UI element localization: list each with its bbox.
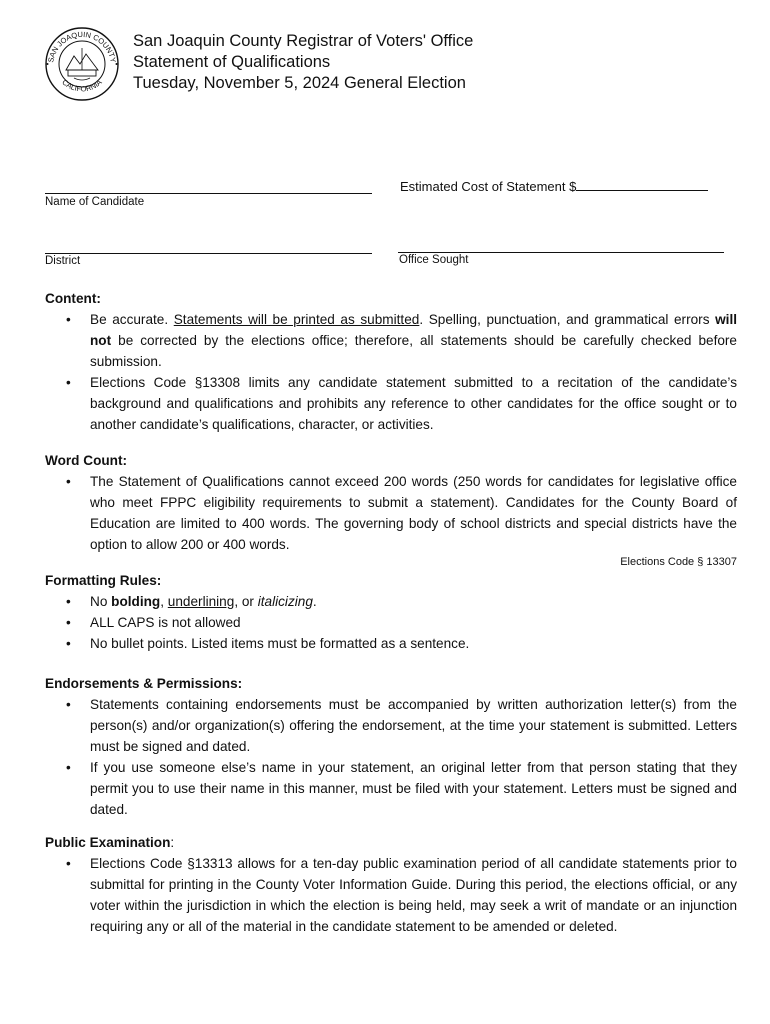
public-examination-heading: Public Examination: bbox=[45, 835, 175, 850]
candidate-name-field[interactable] bbox=[45, 193, 372, 194]
endorsements-heading: Endorsements & Permissions: bbox=[45, 676, 243, 691]
county-seal-logo bbox=[44, 26, 120, 102]
elections-code-citation: Elections Code § 13307 bbox=[620, 556, 737, 568]
document-header bbox=[133, 31, 473, 94]
content-section bbox=[45, 288, 737, 435]
estimated-cost-label: Estimated Cost of Statement $ bbox=[400, 179, 577, 194]
candidate-name-label: Name of Candidate bbox=[45, 196, 145, 208]
list-item: • No bullet points. Listed items must be formatted as a sentence. bbox=[45, 633, 737, 654]
list-item: • If you use someone else’s name in your statement, an original letter from that person stating that they permit you to use their name in this manner, must be filed with your statement. Letters must be signed and dated. bbox=[45, 757, 737, 820]
endorsements-section bbox=[45, 673, 737, 820]
content-heading: Content: bbox=[45, 291, 101, 306]
office-sought-label: Office Sought bbox=[399, 254, 469, 266]
list-item: • ALL CAPS is not allowed bbox=[45, 612, 737, 633]
district-field[interactable] bbox=[45, 253, 372, 254]
formatting-section bbox=[45, 570, 737, 654]
document-title: Statement of Qualifications bbox=[133, 53, 331, 71]
seal-bottom-text: CALIFORNIA bbox=[60, 77, 104, 94]
word-count-section bbox=[45, 450, 737, 570]
formatting-heading: Formatting Rules: bbox=[45, 573, 162, 588]
estimated-cost-field[interactable] bbox=[400, 178, 708, 194]
list-item: • Be accurate. Statements will be printed as submitted. Spelling, punctuation, and grammatical errors will not be corrected by the elections office; therefore, all statements should be carefully checked before submission. bbox=[45, 309, 737, 372]
list-item: • Statements containing endorsements must be accompanied by written authorization letter(s) from the person(s) and/or organization(s) offering the endorsement, at the time your statement is submitted. Letters must be signed and dated. bbox=[45, 694, 737, 757]
word-count-heading: Word Count: bbox=[45, 453, 128, 468]
office-sought-field[interactable] bbox=[398, 252, 724, 253]
estimated-cost-blank[interactable] bbox=[576, 178, 708, 191]
list-item: • The Statement of Qualifications cannot exceed 200 words (250 words for candidates for legislative office who meet FPPC eligibility requirements to submit a statement). Candidates for the County Board of Education are limited to 400 words. The governing body of school districts and special districts have the option to allow 200 or 400 words. bbox=[45, 471, 737, 555]
list-item: • Elections Code §13313 allows for a ten-day public examination period of all candidate statements prior to submittal for printing in the County Voter Information Guide. During this period, the elections official, or any voter within the jurisdiction in which the election is being held, may seek a writ of mandate or an injunction requiring any or all of the material in the candidate statement to be amended or deleted. bbox=[45, 853, 737, 937]
seal-top-text: SAN JOAQUIN COUNTY bbox=[46, 29, 118, 64]
list-item: • No bolding, underlining, or italicizing. bbox=[45, 591, 737, 612]
public-examination-section bbox=[45, 832, 737, 937]
office-name: San Joaquin County Registrar of Voters' Office bbox=[133, 32, 474, 50]
election-date: Tuesday, November 5, 2024 General Election bbox=[133, 74, 466, 92]
district-label: District bbox=[45, 255, 81, 267]
list-item: • Elections Code §13308 limits any candidate statement submitted to a recitation of the candidate’s background and qualifications and prohibits any reference to other candidates for the office sought or to another candidate’s qualifications, character, or activities. bbox=[45, 372, 737, 435]
